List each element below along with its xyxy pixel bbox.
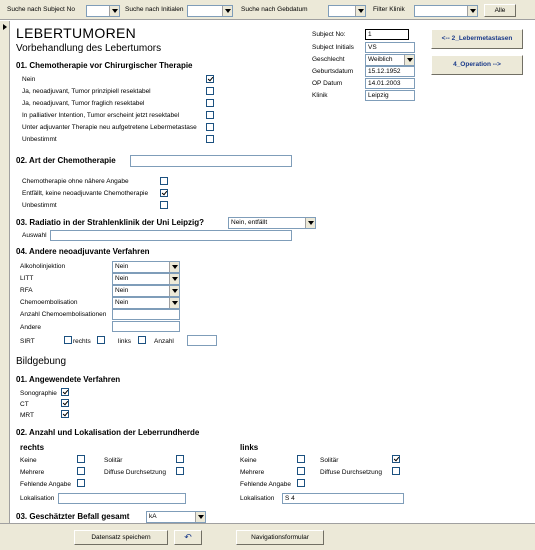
links-label: links: [118, 338, 132, 345]
chemo-type-field[interactable]: [130, 155, 292, 167]
section4-title: 04. Andere neoadjuvante Verfahren: [16, 247, 150, 256]
search-subject-combo[interactable]: [86, 5, 120, 17]
search-initials-combo[interactable]: [187, 5, 233, 17]
chevron-down-icon[interactable]: [169, 298, 179, 308]
right-solitaer-label: Solitär: [104, 457, 123, 464]
radiatio-select[interactable]: Nein, entfällt: [228, 217, 316, 229]
s1-option-label: Ja, neoadjuvant, Tumor fraglich resektabel: [22, 100, 145, 107]
initials-label: Subject Initials: [312, 44, 354, 51]
left-fehlende-checkbox[interactable]: [297, 479, 305, 487]
imaging-method-label: Sonographie: [20, 390, 57, 397]
s1-option-label: Unter adjuvanter Therapie neu aufgetretene Lebermetastase: [22, 124, 197, 131]
page-title: LEBERTUMOREN: [16, 25, 137, 41]
s1-option-checkbox[interactable]: [206, 87, 214, 95]
imaging-methods-title: 01. Angewendete Verfahren: [16, 375, 121, 384]
befall-title: 03. Geschätzter Befall gesamt: [16, 512, 130, 521]
left-keine-checkbox[interactable]: [297, 455, 305, 463]
clinic-field[interactable]: Leipzig: [365, 90, 415, 101]
s1-option-label: In palliativer Intention, Tumor erscheint jetzt resektabel: [22, 112, 180, 119]
bottom-bar: [0, 523, 535, 550]
s1-option-label: Ja, neoadjuvant, Tumor prinzipiell resektabel: [22, 88, 151, 95]
imaging-method-checkbox[interactable]: [61, 410, 69, 418]
undo-icon: ↶: [184, 532, 192, 542]
birth-label: Geburtsdatum: [312, 68, 354, 75]
s1-option-checkbox[interactable]: [206, 75, 214, 83]
left-lok-label: Lokalisation: [240, 495, 275, 502]
sirt-checkbox[interactable]: [64, 336, 72, 344]
s4-row-label: LITT: [20, 275, 34, 282]
search-toolbar: [0, 0, 535, 20]
right-lok-field[interactable]: [58, 493, 186, 504]
right-fehlende-label: Fehlende Angabe: [20, 481, 71, 488]
rechts-label: rechts: [73, 338, 91, 345]
left-keine-label: Keine: [240, 457, 257, 464]
left-diffuse-label: Diffuse Durchsetzung: [320, 469, 383, 476]
s2-option-checkbox[interactable]: [160, 201, 168, 209]
s4-row-label: Chemoembolisation: [20, 299, 78, 306]
left-diffuse-checkbox[interactable]: [392, 467, 400, 475]
s4-row-select[interactable]: Nein: [112, 273, 180, 285]
chevron-down-icon[interactable]: [404, 55, 414, 65]
filter-clinic-label: Filter Klinik: [373, 6, 405, 13]
s2-option-label: Chemotherapie ohne nähere Angabe: [22, 178, 129, 185]
gender-label: Geschlecht: [312, 56, 345, 63]
s4-row-select[interactable]: Nein: [112, 285, 180, 297]
left-solitaer-checkbox[interactable]: [392, 455, 400, 463]
s1-option-checkbox[interactable]: [206, 99, 214, 107]
other-field[interactable]: [112, 321, 180, 332]
op-date-label: OP Datum: [312, 80, 343, 87]
s1-option-label: Nein: [22, 76, 36, 83]
rechts-checkbox[interactable]: [97, 336, 105, 344]
chemoembo-count-field[interactable]: [112, 309, 180, 320]
auswahl-label: Auswahl: [22, 232, 47, 239]
s4-row-select[interactable]: Nein: [112, 261, 180, 273]
right-fehlende-checkbox[interactable]: [77, 479, 85, 487]
left-solitaer-label: Solitär: [320, 457, 339, 464]
s2-option-checkbox[interactable]: [160, 177, 168, 185]
s2-option-checkbox[interactable]: [160, 189, 168, 197]
right-solitaer-checkbox[interactable]: [176, 455, 184, 463]
section1-title: 01. Chemotherapie vor Chirurgischer Therapie: [16, 61, 193, 70]
birth-field[interactable]: 15.12.1952: [365, 66, 415, 77]
right-mehrere-checkbox[interactable]: [77, 467, 85, 475]
current-record-icon: [3, 24, 7, 30]
right-heading: rechts: [20, 443, 45, 452]
chevron-down-icon[interactable]: [222, 6, 232, 16]
s4-row-label: RFA: [20, 287, 33, 294]
chemoembo-count-label: Anzahl Chemoembolisationen: [20, 311, 107, 318]
left-lok-field[interactable]: S 4: [282, 493, 404, 504]
chevron-down-icon[interactable]: [169, 262, 179, 272]
search-subject-label: Suche nach Subject No: [7, 6, 75, 13]
filter-clinic-combo[interactable]: [414, 5, 478, 17]
left-fehlende-label: Fehlende Angabe: [240, 481, 291, 488]
right-mehrere-label: Mehrere: [20, 469, 45, 476]
chevron-down-icon[interactable]: [195, 512, 205, 522]
subject-no-field[interactable]: 1: [365, 29, 409, 40]
anzahl-label: Anzahl: [154, 338, 174, 345]
right-keine-label: Keine: [20, 457, 37, 464]
imaging-method-label: CT: [20, 401, 29, 408]
s1-option-label: Unbestimmt: [22, 136, 57, 143]
links-checkbox[interactable]: [138, 336, 146, 344]
chevron-down-icon[interactable]: [467, 6, 477, 16]
imaging-method-checkbox[interactable]: [61, 399, 69, 407]
page-subtitle: Vorbehandlung des Lebertumors: [16, 43, 162, 54]
sirt-label: SIRT: [20, 338, 35, 345]
initials-field[interactable]: VS: [365, 42, 415, 53]
s2-option-label: Entfällt, keine neoadjuvante Chemotherapie: [22, 190, 149, 197]
s1-option-checkbox[interactable]: [206, 123, 214, 131]
s4-row-select[interactable]: Nein: [112, 297, 180, 309]
search-birth-label: Suche nach Gebdatum: [241, 6, 308, 13]
right-keine-checkbox[interactable]: [77, 455, 85, 463]
localisation-title: 02. Anzahl und Lokalisation der Leberrundherde: [16, 428, 200, 437]
right-diffuse-checkbox[interactable]: [176, 467, 184, 475]
chevron-down-icon[interactable]: [169, 274, 179, 284]
gender-select[interactable]: Weiblich: [365, 54, 415, 66]
subject-no-label: Subject No:: [312, 31, 346, 38]
right-diffuse-label: Diffuse Durchsetzung: [104, 469, 167, 476]
auswahl-field[interactable]: [50, 230, 292, 241]
chevron-down-icon[interactable]: [305, 218, 315, 228]
befall-select[interactable]: kA: [146, 511, 206, 523]
all-button[interactable]: Alle: [484, 4, 516, 17]
s2-option-label: Unbestimmt: [22, 202, 57, 209]
chevron-down-icon[interactable]: [109, 6, 119, 16]
anzahl-field[interactable]: [187, 335, 217, 346]
s1-option-checkbox[interactable]: [206, 111, 214, 119]
navigation-form-button[interactable]: Navigationsformular: [236, 530, 324, 545]
chevron-down-icon[interactable]: [355, 6, 365, 16]
save-record-button[interactable]: Datensatz speichern: [74, 530, 168, 545]
search-birth-combo[interactable]: [328, 5, 366, 17]
section3-title: 03. Radiatio in der Strahlenklinik der Uni Leipzig?: [16, 218, 205, 227]
imaging-method-label: MRT: [20, 412, 34, 419]
other-label: Andere: [20, 324, 41, 331]
s1-option-checkbox[interactable]: [206, 135, 214, 143]
imaging-heading: Bildgebung: [16, 356, 67, 367]
search-initials-label: Suche nach Initialen: [125, 6, 184, 13]
undo-button[interactable]: [174, 530, 202, 545]
left-heading: links: [240, 443, 259, 452]
s4-row-label: Alkoholinjektion: [20, 263, 66, 270]
left-mehrere-checkbox[interactable]: [297, 467, 305, 475]
section2-title: 02. Art der Chemotherapie: [16, 156, 116, 165]
record-selector[interactable]: [0, 21, 10, 523]
left-mehrere-label: Mehrere: [240, 469, 265, 476]
chevron-down-icon[interactable]: [169, 286, 179, 296]
next-form-button[interactable]: 4_Operation -->: [431, 55, 523, 75]
prev-form-button[interactable]: <-- 2_Lebermetastasen: [431, 29, 523, 49]
right-lok-label: Lokalisation: [20, 495, 55, 502]
clinic-label: Klinik: [312, 92, 328, 99]
imaging-method-checkbox[interactable]: [61, 388, 69, 396]
op-date-field[interactable]: 14.01.2003: [365, 78, 415, 89]
